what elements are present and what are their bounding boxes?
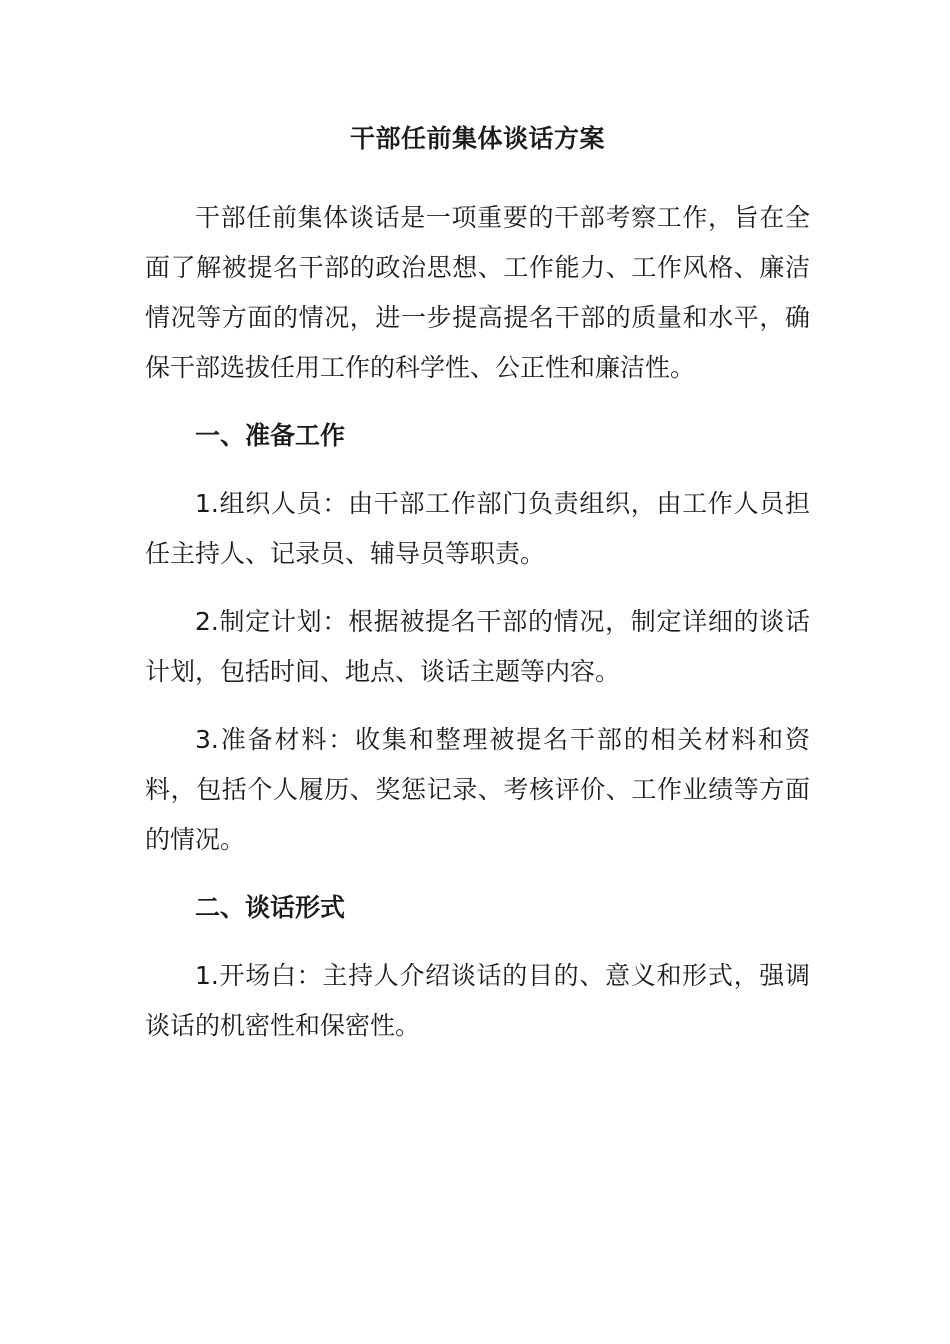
section-item: 2.制定计划：根据被提名干部的情况，制定详细的谈话计划，包括时间、地点、谈话主题等内容。	[145, 607, 810, 686]
section-item: 3.准备材料：收集和整理被提名干部的相关材料和资料，包括个人履历、奖惩记录、考核评价、工作业绩等方面的情况。	[145, 725, 810, 854]
section-heading-preparation: 一、准备工作	[195, 421, 346, 450]
section-item: 1.开场白：主持人介绍谈话的目的、意义和形式，强调谈话的机密性和保密性。	[145, 961, 810, 1040]
section-heading-talk-format: 二、谈话形式	[195, 893, 346, 922]
document-title: 干部任前集体谈话方案	[349, 124, 605, 153]
document-page	[145, 120, 810, 1069]
intro-paragraph: 干部任前集体谈话是一项重要的干部考察工作，旨在全面了解被提名干部的政治思想、工作能力、工作风格、廉洁情况等方面的情况，进一步提高提名干部的质量和水平，确保干部选拔任用工作的科学性、公正性和廉洁性。	[145, 203, 810, 382]
section-item: 1.组织人员：由干部工作部门负责组织，由工作人员担任主持人、记录员、辅导员等职责。	[145, 489, 810, 568]
